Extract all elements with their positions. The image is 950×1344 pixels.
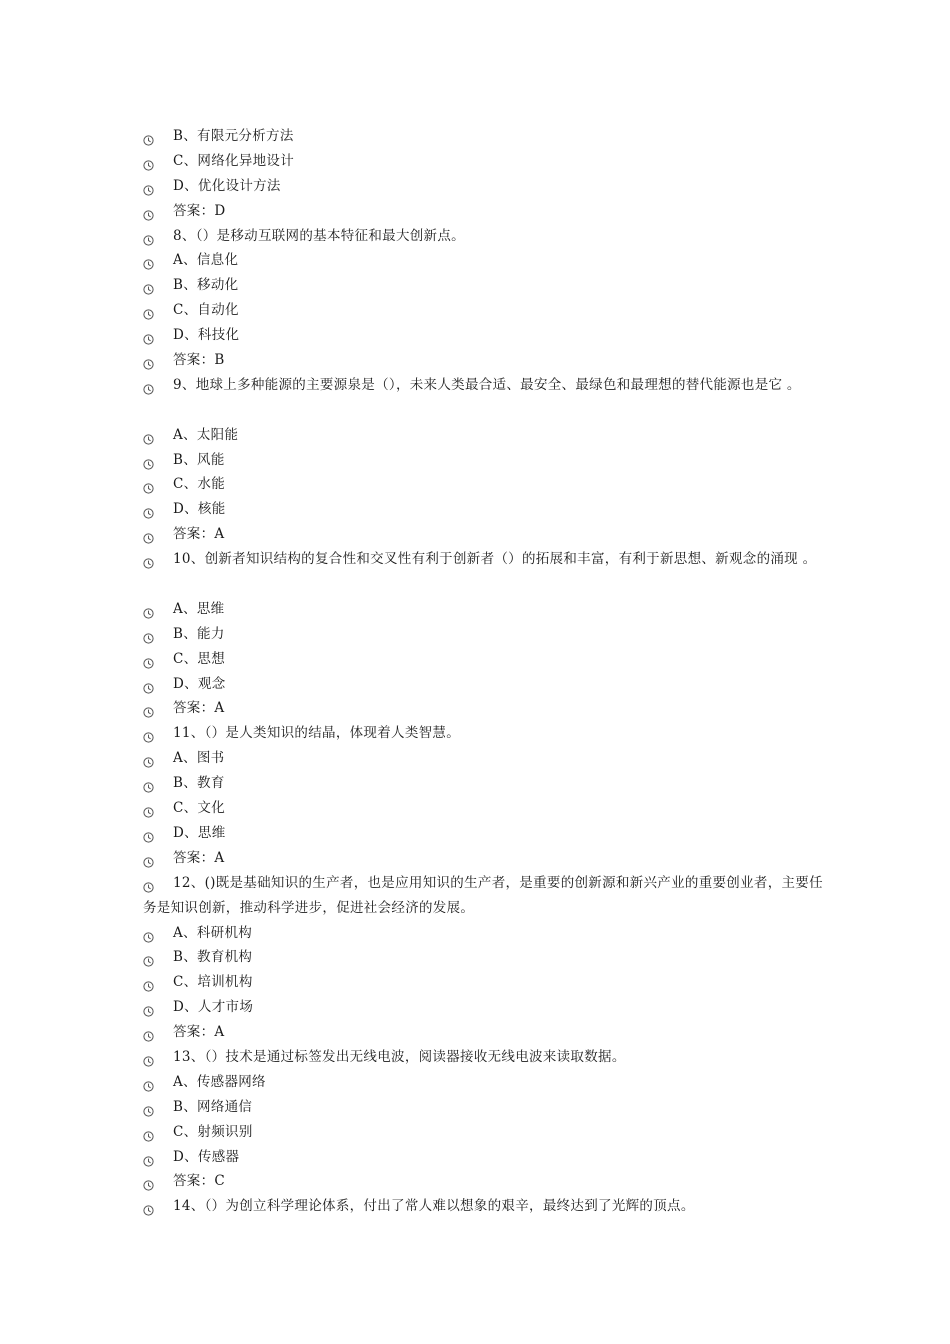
radio-clock-icon	[143, 678, 154, 689]
list-item	[143, 721, 823, 746]
line-text: A、科研机构	[173, 924, 253, 941]
radio-clock-icon	[143, 279, 154, 290]
list-item	[143, 1070, 823, 1095]
radio-clock-icon	[143, 1001, 154, 1012]
line-text: A、思维	[173, 600, 225, 617]
list-item	[143, 871, 823, 921]
line-text: 答案：C	[173, 1173, 226, 1190]
radio-clock-icon	[143, 354, 154, 365]
radio-clock-icon	[143, 802, 154, 813]
radio-clock-icon	[143, 130, 154, 141]
radio-clock-icon	[143, 1026, 154, 1037]
list-item	[143, 995, 823, 1020]
radio-clock-icon	[143, 653, 154, 664]
list-item	[143, 771, 823, 796]
radio-clock-icon	[143, 702, 154, 713]
line-text: C、思想	[173, 650, 226, 667]
list-item	[143, 597, 823, 622]
radio-clock-icon	[143, 1076, 154, 1087]
list-item	[143, 1045, 823, 1070]
list-item	[143, 647, 823, 672]
radio-clock-icon	[143, 777, 154, 788]
line-text: B、网络通信	[173, 1098, 253, 1115]
list-item	[143, 497, 823, 522]
line-text: C、自动化	[173, 302, 239, 319]
line-text: C、文化	[173, 800, 226, 817]
list-item	[143, 746, 823, 771]
line-text: 答案：A	[173, 700, 225, 717]
radio-clock-icon	[143, 329, 154, 340]
radio-clock-icon	[143, 379, 154, 390]
radio-clock-icon	[143, 1151, 154, 1162]
radio-clock-icon	[143, 1101, 154, 1112]
line-text: D、核能	[173, 501, 226, 518]
question-list	[143, 124, 823, 1219]
radio-clock-icon	[143, 503, 154, 514]
line-text: 14、（）为创立科学理论体系，付出了常人难以想象的艰辛，最终达到了光辉的顶点。	[173, 1198, 695, 1215]
line-text: 12、()既是基础知识的生产者，也是应用知识的生产者，是重要的创新源和新兴产业的重要创业者，主要任务是知识创新，推动科学进步，促进社会经济的发展。	[143, 874, 823, 916]
list-item	[143, 1020, 823, 1045]
radio-clock-icon	[143, 1051, 154, 1062]
list-item	[143, 149, 823, 174]
line-text: 答案：D	[173, 202, 226, 219]
line-text: A、太阳能	[173, 426, 239, 443]
radio-clock-icon	[143, 254, 154, 265]
line-text: D、科技化	[173, 327, 240, 344]
list-item	[143, 945, 823, 970]
radio-clock-icon	[143, 827, 154, 838]
line-text: B、风能	[173, 451, 225, 468]
line-text: D、思维	[173, 824, 226, 841]
line-text: 答案：A	[173, 1024, 225, 1041]
list-item	[143, 1095, 823, 1120]
radio-clock-icon	[143, 230, 154, 241]
line-text: A、信息化	[173, 252, 239, 269]
line-text: B、移动化	[173, 277, 239, 294]
line-text: 答案：A	[173, 526, 225, 543]
radio-clock-icon	[143, 528, 154, 539]
list-item	[143, 273, 823, 298]
list-item	[143, 248, 823, 273]
list-item	[143, 348, 823, 373]
list-item	[143, 298, 823, 323]
radio-clock-icon	[143, 180, 154, 191]
line-text: D、优化设计方法	[173, 177, 281, 194]
line-text: A、图书	[173, 750, 225, 767]
list-item	[143, 970, 823, 995]
radio-clock-icon	[143, 429, 154, 440]
list-item	[143, 1194, 823, 1219]
radio-clock-icon	[143, 1175, 154, 1186]
list-item	[143, 199, 823, 224]
line-text: C、网络化异地设计	[173, 152, 295, 169]
list-item	[143, 124, 823, 149]
line-text: 答案：B	[173, 352, 225, 369]
line-text: 8、（）是移动互联网的基本特征和最大创新点。	[173, 227, 465, 244]
list-item	[143, 522, 823, 547]
line-text: D、传感器	[173, 1148, 240, 1165]
radio-clock-icon	[143, 155, 154, 166]
list-item	[143, 921, 823, 946]
line-text: C、培训机构	[173, 974, 253, 991]
radio-clock-icon	[143, 628, 154, 639]
list-item	[143, 622, 823, 647]
list-item	[143, 423, 823, 448]
radio-clock-icon	[143, 603, 154, 614]
radio-clock-icon	[143, 852, 154, 863]
radio-clock-icon	[143, 727, 154, 738]
line-text: 11、（）是人类知识的结晶，体现着人类智慧。	[173, 725, 461, 742]
line-text: A、传感器网络	[173, 1073, 266, 1090]
list-item	[143, 472, 823, 497]
list-item	[143, 323, 823, 348]
line-text: 答案：A	[173, 849, 225, 866]
list-item	[143, 224, 823, 249]
line-text: D、人才市场	[173, 999, 254, 1016]
line-text: 10、创新者知识结构的复合性和交叉性有利于创新者（）的拓展和丰富，有利于新思想、新观念的涌现 。	[173, 551, 817, 568]
radio-clock-icon	[143, 1200, 154, 1211]
radio-clock-icon	[143, 205, 154, 216]
radio-clock-icon	[143, 553, 154, 564]
list-item	[143, 1145, 823, 1170]
radio-clock-icon	[143, 951, 154, 962]
list-item	[143, 796, 823, 821]
list-item	[143, 547, 823, 572]
radio-clock-icon	[143, 1126, 154, 1137]
radio-clock-icon	[143, 877, 154, 888]
line-text: B、教育	[173, 775, 225, 792]
line-text: C、水能	[173, 476, 226, 493]
radio-clock-icon	[143, 478, 154, 489]
list-item	[143, 821, 823, 846]
list-item	[143, 1120, 823, 1145]
list-item	[143, 672, 823, 697]
radio-clock-icon	[143, 304, 154, 315]
list-item	[143, 174, 823, 199]
list-item	[143, 1169, 823, 1194]
list-item	[143, 696, 823, 721]
radio-clock-icon	[143, 454, 154, 465]
list-item	[143, 373, 823, 398]
list-item	[143, 448, 823, 473]
line-text: B、能力	[173, 625, 225, 642]
line-text: B、有限元分析方法	[173, 128, 294, 144]
line-text: 13、（）技术是通过标签发出无线电波，阅读器接收无线电波来读取数据。	[173, 1048, 626, 1065]
radio-clock-icon	[143, 927, 154, 938]
line-text: C、射频识别	[173, 1123, 253, 1140]
line-text: 9、地球上多种能源的主要源泉是（），未来人类最合适、最安全、最绿色和最理想的替代能源也是它 。	[173, 376, 801, 393]
radio-clock-icon	[143, 976, 154, 987]
line-text: D、观念	[173, 675, 226, 692]
radio-clock-icon	[143, 752, 154, 763]
line-text: B、教育机构	[173, 949, 253, 966]
list-item	[143, 846, 823, 871]
